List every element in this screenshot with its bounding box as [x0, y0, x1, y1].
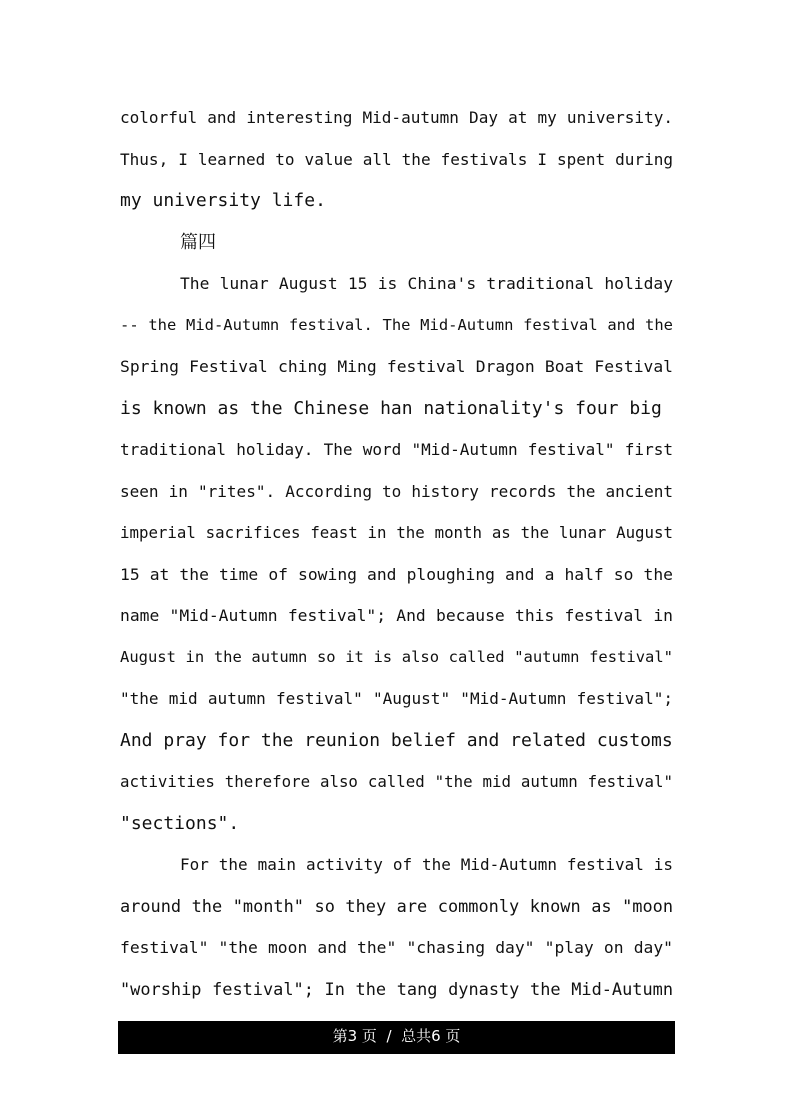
text-line: And pray for the reunion belief and related customs: [120, 729, 673, 751]
text-line: colorful and interesting Mid-autumn Day at my university.: [120, 108, 673, 127]
text-line: The lunar August 15 is China's traditional holiday: [180, 274, 673, 293]
page-footer: [118, 1021, 675, 1054]
text-line: festival" "the moon and the" "chasing day" "play on day": [120, 938, 673, 957]
text-line: is known as the Chinese han nationality's four big: [120, 397, 662, 419]
text-line: "worship festival"; In the tang dynasty the Mid-Autumn: [120, 978, 673, 999]
text-line: 篇四: [180, 231, 216, 253]
text-line: August in the autumn so it is also called "autumn festival": [120, 647, 673, 666]
text-line: seen in "rites". According to history records the ancient: [120, 481, 673, 501]
text-line: activities therefore also called "the mid autumn festival": [120, 772, 673, 791]
text-line: 15 at the time of sowing and ploughing and a half so the: [120, 564, 673, 584]
text-line: around the "month" so they are commonly known as "moon: [120, 895, 673, 916]
text-line: name "Mid-Autumn festival"; And because this festival in: [120, 606, 673, 625]
text-line: Thus, I learned to value all the festivals I spent during: [120, 149, 673, 169]
body-text: [120, 97, 673, 1010]
text-line: Spring Festival ching Ming festival Dragon Boat Festival: [120, 357, 673, 376]
text-line: "the mid autumn festival" "August" "Mid-Autumn festival";: [120, 689, 673, 708]
text-line: traditional holiday. The word "Mid-Autumn festival" first: [120, 440, 673, 459]
text-line: imperial sacrifices feast in the month as the lunar August: [120, 523, 673, 542]
text-line: my university life.: [120, 190, 326, 211]
page-number-label: 第3 页 / 总共6 页: [332, 1027, 461, 1045]
text-line: For the main activity of the Mid-Autumn festival is: [180, 855, 673, 874]
text-line: "sections".: [120, 812, 240, 834]
text-line: -- the Mid-Autumn festival. The Mid-Autumn festival and the: [120, 315, 673, 334]
